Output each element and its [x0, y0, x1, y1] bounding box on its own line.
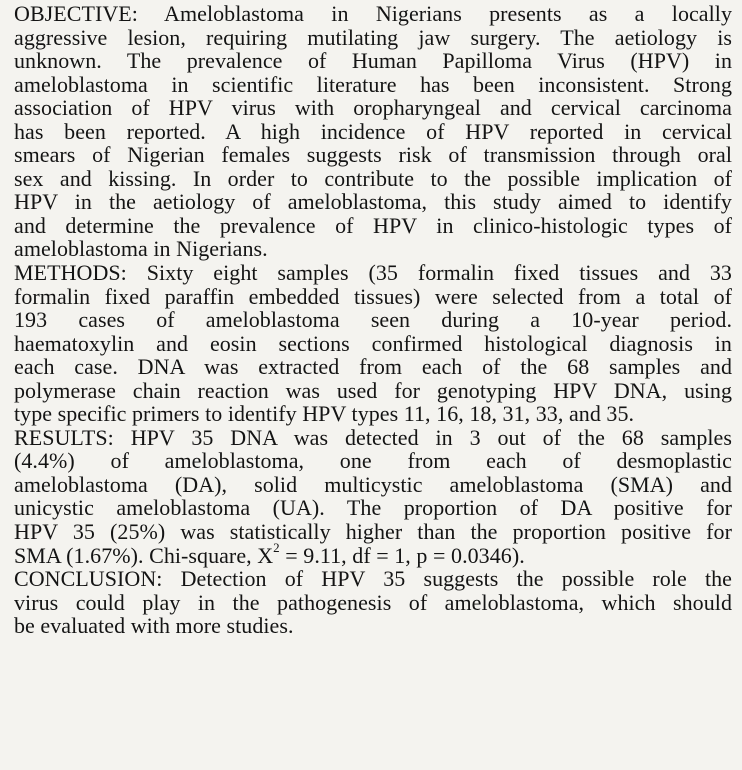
- text-line: ameloblastoma (DA), solid multicystic ameloblastoma (SMA) and: [14, 471, 732, 497]
- text-line: 193 cases of ameloblastoma seen during a 10-year period.: [14, 307, 732, 333]
- objective-paragraph: [14, 2, 732, 261]
- text-line: formalin fixed paraffin embedded tissues) were selected from a total of: [14, 283, 732, 309]
- text-line: each case. DNA was extracted from each of the 68 samples and: [14, 354, 732, 380]
- chi-square-superscript: 2: [273, 540, 280, 556]
- text-line: HPV 35 (25%) was statistically higher than the proportion positive for: [14, 519, 732, 545]
- text-line: smears of Nigerian females suggests risk of transmission through oral: [14, 142, 732, 168]
- conclusion-paragraph: [14, 567, 732, 638]
- text-line: has been reported. A high incidence of HPV reported in cervical: [14, 118, 732, 144]
- methods-paragraph: [14, 261, 732, 426]
- text-line: be evaluated with more studies.: [14, 613, 294, 639]
- text-line: haematoxylin and eosin sections confirmed histological diagnosis in: [14, 330, 732, 356]
- text-line: HPV in the aetiology of ameloblastoma, this study aimed to identify: [14, 189, 732, 215]
- text-line: association of HPV virus with oropharyngeal and cervical carcinoma: [14, 95, 732, 121]
- text-line: aggressive lesion, requiring mutilating jaw surgery. The aetiology is: [14, 24, 732, 50]
- text-line: type specific primers to identify HPV types 11, 16, 18, 31, 33, and 35.: [14, 401, 635, 427]
- text-line: OBJECTIVE: Ameloblastoma in Nigerians presents as a locally: [14, 1, 732, 26]
- text-line: (4.4%) of ameloblastoma, one from each of desmoplastic: [14, 448, 732, 474]
- text-line: RESULTS: HPV 35 DNA was detected in 3 out of the 68 samples: [14, 424, 732, 450]
- text-line: ameloblastoma in scientific literature has been inconsistent. Strong: [14, 71, 732, 97]
- text-line: polymerase chain reaction was used for genotyping HPV DNA, using: [14, 377, 732, 403]
- stats-text: SMA (1.67%). Chi-square, X: [14, 542, 274, 568]
- text-line: ameloblastoma in Nigerians.: [14, 236, 268, 262]
- text-line: unknown. The prevalence of Human Papilloma Virus (HPV) in: [14, 48, 732, 74]
- results-paragraph: [14, 426, 732, 567]
- text-line: virus could play in the pathogenesis of ameloblastoma, which should: [14, 589, 732, 615]
- text-line: and determine the prevalence of HPV in clinico-histologic types of: [14, 212, 732, 238]
- text-line: CONCLUSION: Detection of HPV 35 suggests the possible role the: [14, 566, 732, 592]
- text-line: unicystic ameloblastoma (UA). The proportion of DA positive for: [14, 495, 732, 521]
- stats-values: = 9.11, df = 1, p = 0.0346).: [279, 542, 525, 568]
- stats-line: [14, 540, 732, 568]
- text-line: sex and kissing. In order to contribute to the possible implication of: [14, 165, 732, 191]
- text-line: METHODS: Sixty eight samples (35 formalin fixed tissues and 33: [14, 260, 732, 286]
